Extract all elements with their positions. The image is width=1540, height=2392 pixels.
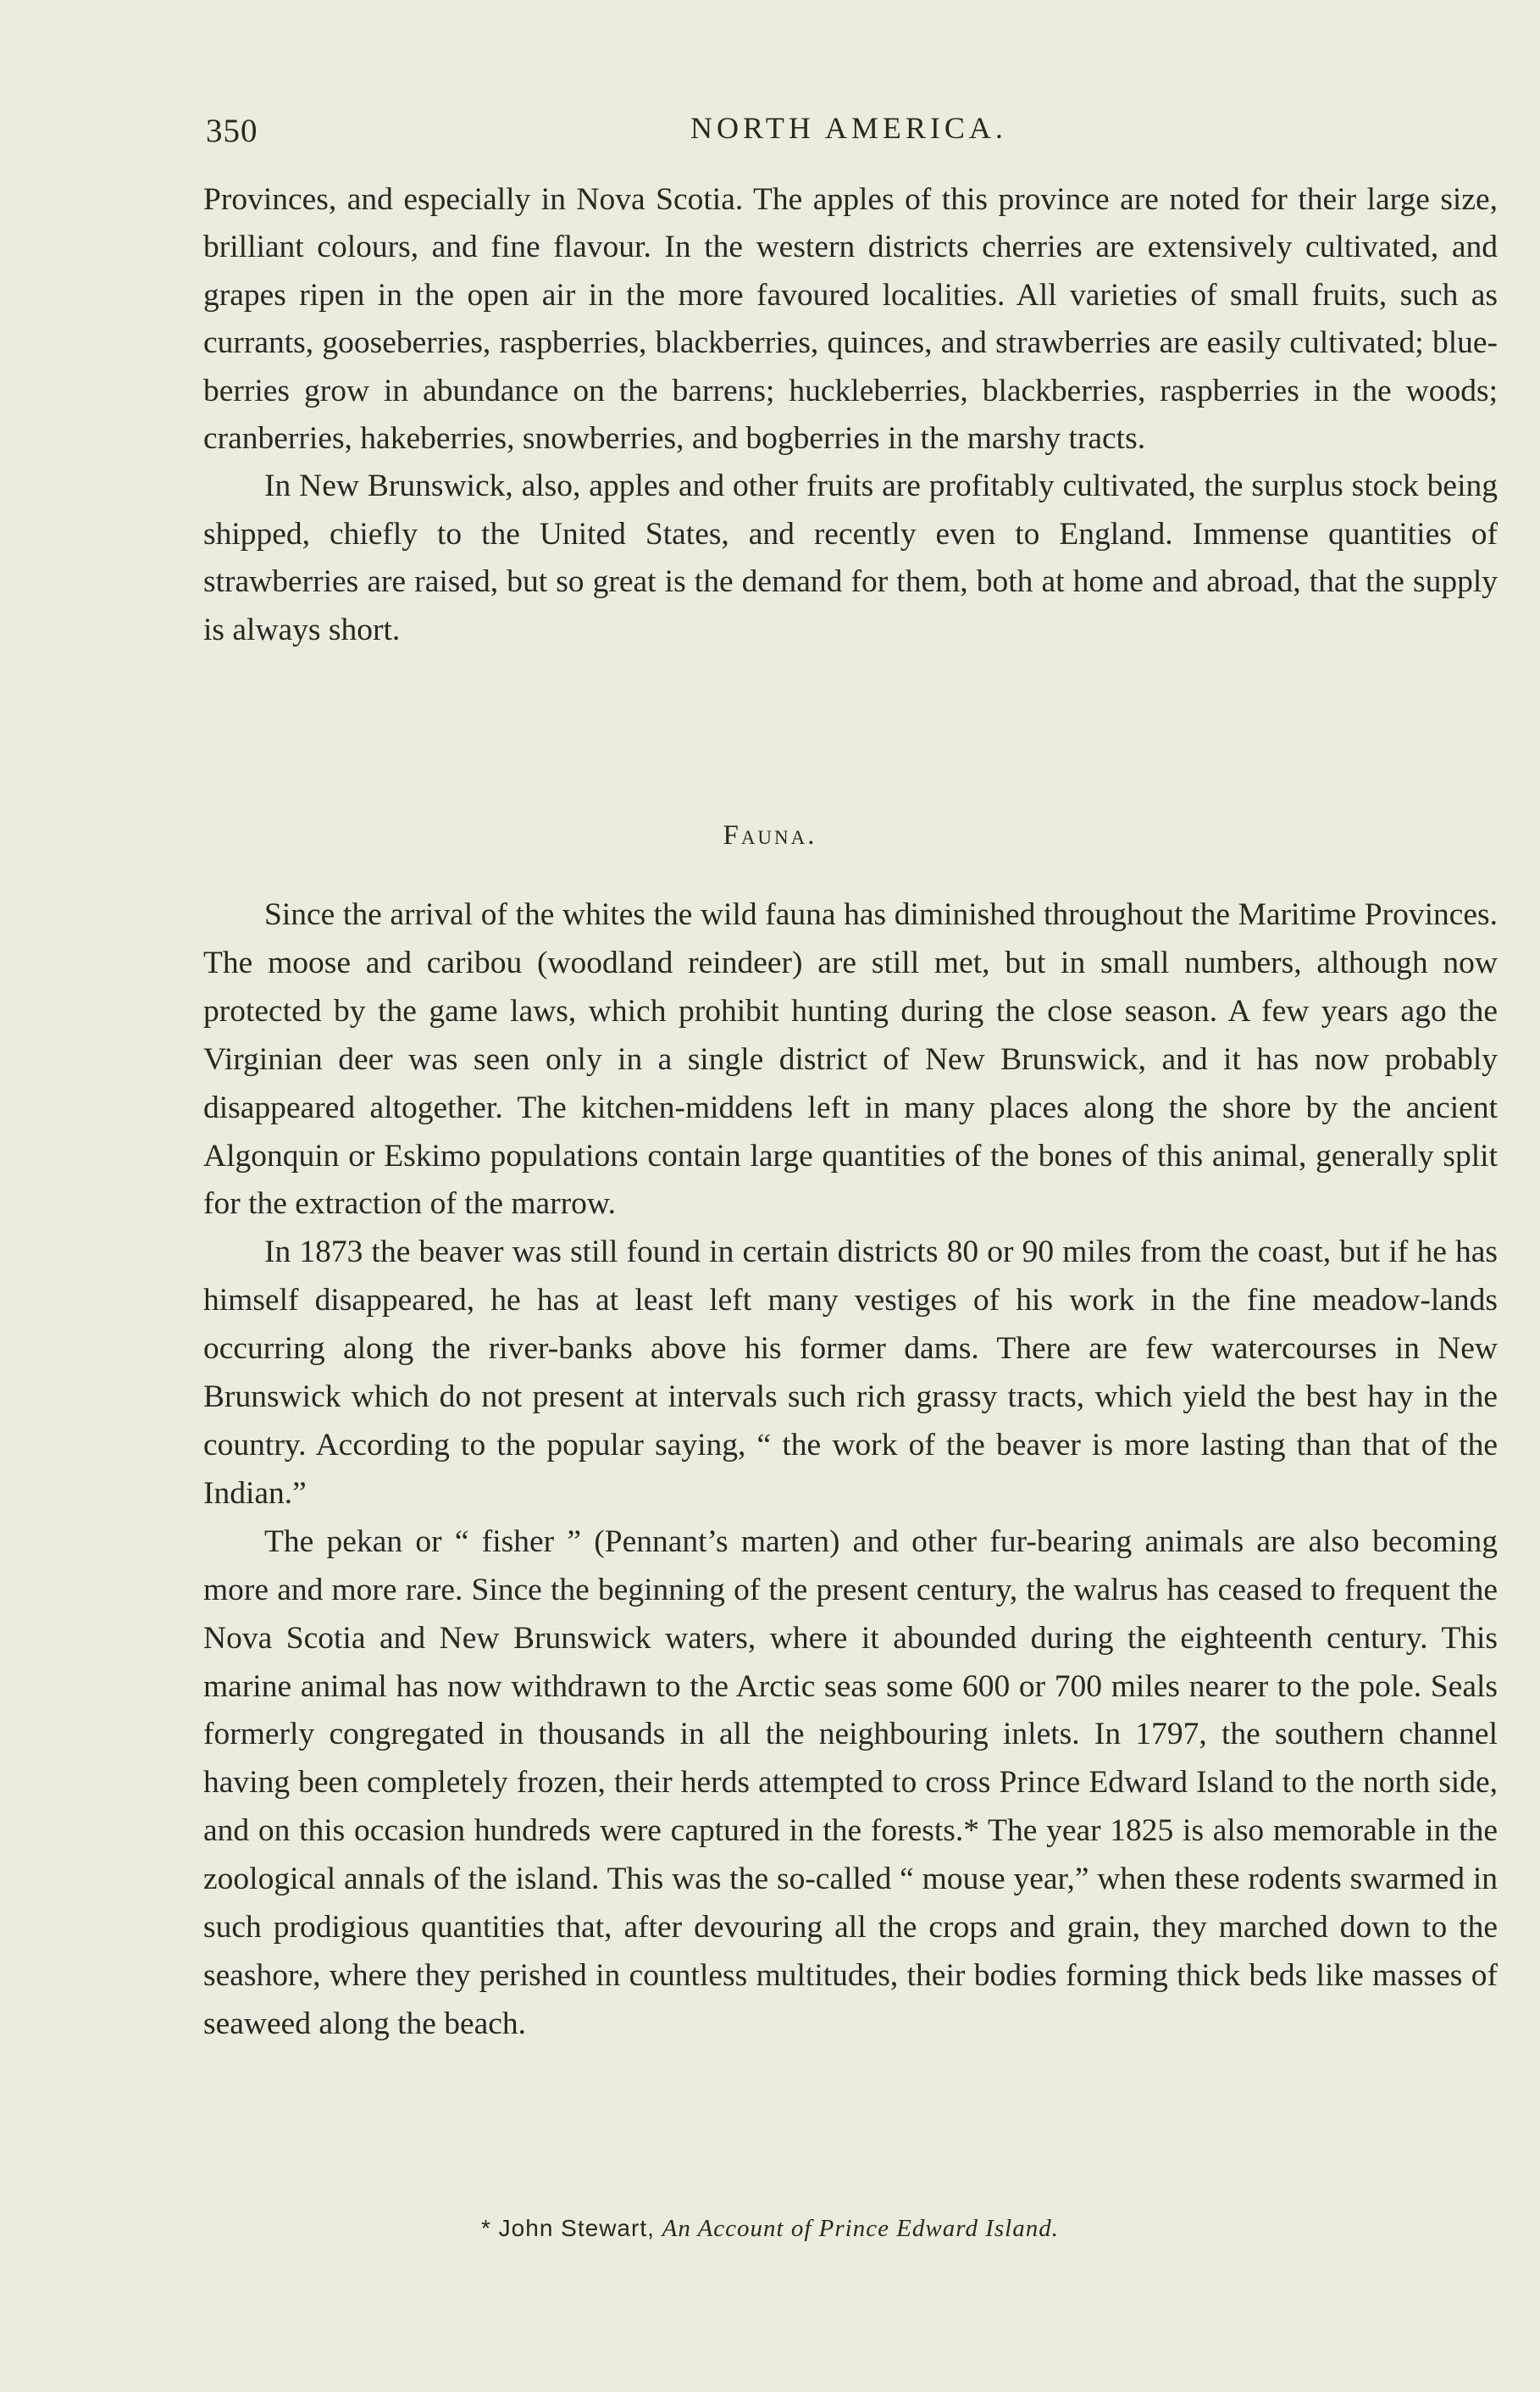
paragraph-fauna-diminished: Since the arrival of the whites the wild fauna has diminished throughout the Maritime Provinces. The moose and caribou (woodland reindeer) are still met, but in small numbers, although now protected by the game laws, which prohibit hunting during the close season. A few years ago the Virginian deer was seen only in a single district of New Brunswick, and it has now probably disappeared altogether. The kitchen-middens left in many places along the shore by the ancient Algonquin or Eskimo populations contain large quantities of the bones of this animal, generally split for the extraction of the marrow. [203,897,1498,1222]
section-heading-fauna: Fauna. [723,820,817,851]
footnote [0,2215,1540,2243]
paragraph-fur-bearing-animals: The pekan or “ fisher ” (Pennant’s marten) and other fur-bearing animals are also becoming more and more rare. Since the beginning of the present century, the walrus has ceased to frequent the Nova Scotia and New Brunswick waters, where it abounded during the eighteenth century. This marine animal has now withdrawn to the Arctic seas some 600 or 700 miles nearer to the pole. Seals formerly congregated in thousands in all the neighbouring inlets. In 1797, the southern channel having been completely frozen, their herds attempted to cross Prince Edward Island to the north side, and on this occasion hundreds were captured in the forests.* The year 1825 is also memorable in the zoological annals of the island. This was the so-called “ mouse year,” when these rodents swarmed in such prodigious quantities that, after devouring all the crops and grain, they marched down to the seashore, where they perished in countless multitudes, their bodies forming thick beds like masses of seaweed along the beach. [203,1523,1498,2041]
page-number: 350 [206,113,258,149]
running-title: NORTH AMERICA. [690,111,1007,145]
paragraph-beaver: In 1873 the beaver was still found in certain districts 80 or 90 miles from the coast, but if he has himself disappeared, he has at least left many vestiges of his work in the fine meadow-lands occurring along the river-banks above his former dams. There are few watercourses in New Brunswick which do not present at intervals such rich grassy tracts, which yield the best hay in the country. According to the popular saying, “ the work of the beaver is more lasting than that of the Indian.” [203,1235,1498,1511]
fauna-section [203,891,1498,2049]
footnote-work-title: An Account of Prince Edward Island. [662,2215,1059,2242]
fruit-section [203,176,1498,654]
paragraph-fruits-nova-scotia: Provinces, and especially in Nova Scotia. The apples of this province are noted for their large size, brilliant colours, and fine flavour. In the western districts cherries are extensively cultivated, and grapes ripen in the open air in the more favoured localities. All varieties of small fruits, such as currants, gooseberries, raspberries, blackberries, quinces, and strawberries are easily cultivated; blue-berries grow in abundance on the barrens; huckleberries, blackberries, raspberries in the woods; cranberries, hakeberries, snowberries, and bogberries in the marshy tracts. [203,182,1498,457]
paragraph-fruits-new-brunswick: In New Brunswick, also, apples and other fruits are profitably cultivated, the surplus stock being shipped, chiefly to the United States, and recently even to England. Immense quantities of strawberries are raised, but so great is the demand for them, both at home and abroad, that the supply is always short. [203,469,1498,647]
running-head [0,103,1540,149]
footnote-author: * John Stewart, [481,2215,655,2241]
